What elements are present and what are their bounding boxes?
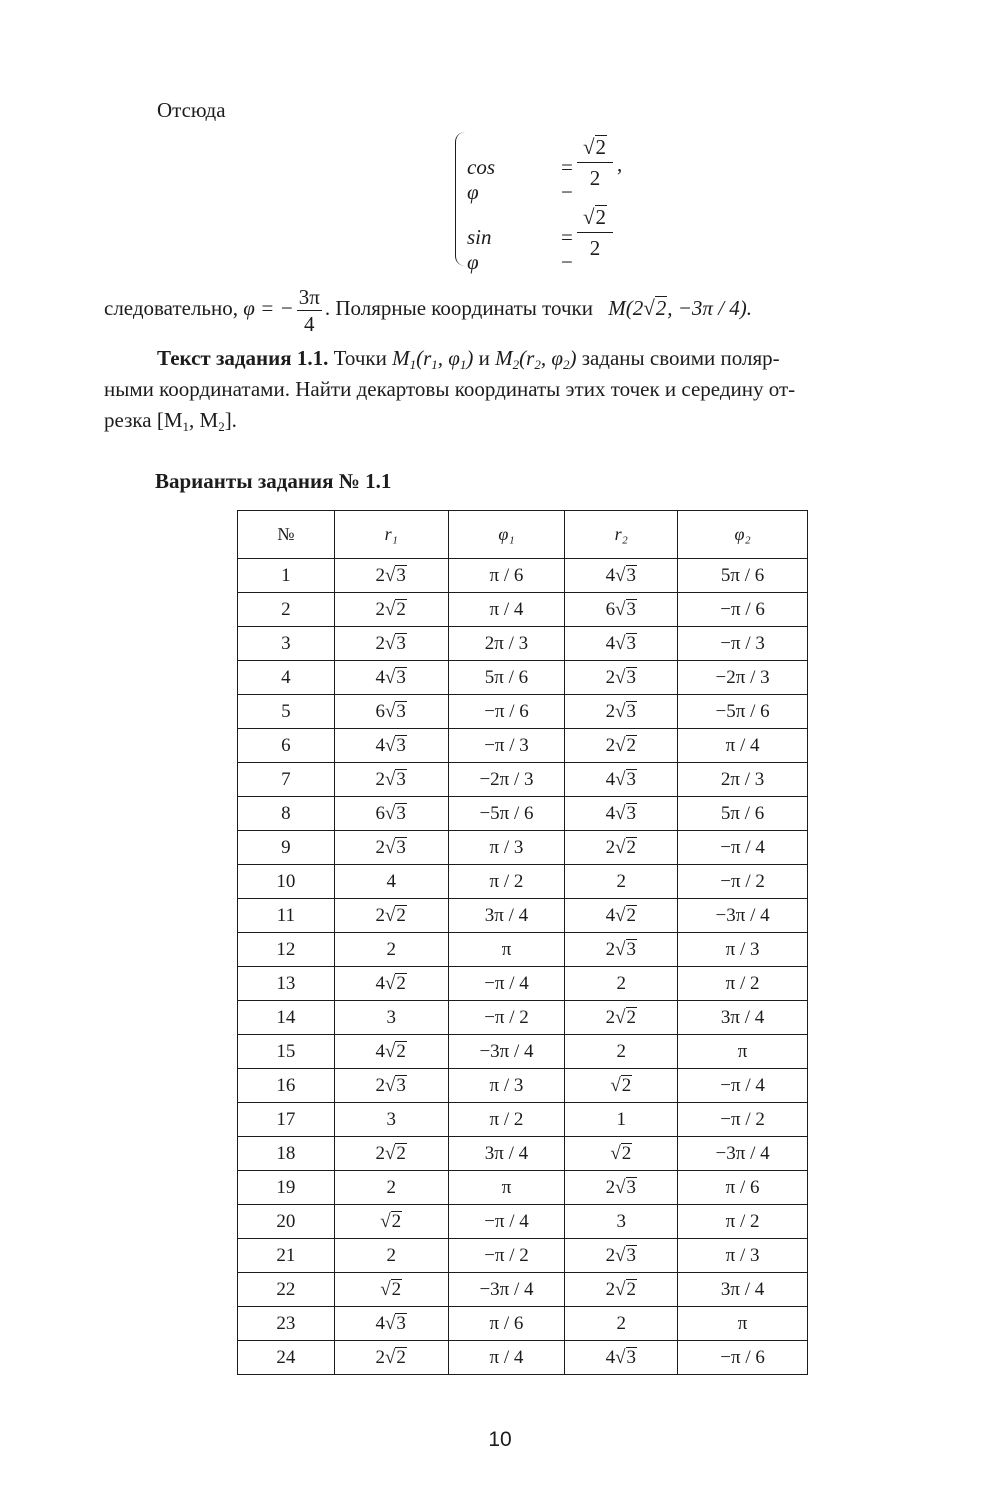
cell-number: 11 [238,899,335,933]
cell-r2: 4√3 [565,763,678,797]
table-row [238,729,808,763]
cell-phi2: −π / 6 [678,1341,808,1375]
cell-phi1: 3π / 4 [448,899,565,933]
task-title: Текст задания 1.1. [157,346,329,370]
sin-fraction [577,202,613,261]
header-r1: r₁ [334,511,448,559]
cell-r1: 2 [334,933,448,967]
table-row [238,1171,808,1205]
cell-number: 12 [238,933,335,967]
cell-phi2: π / 2 [678,1205,808,1239]
cell-phi2: −3π / 4 [678,899,808,933]
cell-r2: 4√3 [565,627,678,661]
cell-phi2: 5π / 6 [678,797,808,831]
table-row [238,1341,808,1375]
intro-word: Отсюда [157,98,226,122]
table-row [238,933,808,967]
table-row [238,797,808,831]
cell-number: 10 [238,865,335,899]
system-brace [455,132,465,266]
header-r2: r₂ [565,511,678,559]
cell-number: 23 [238,1307,335,1341]
conclusion-prefix: следовательно, [104,296,238,320]
table-row [238,831,808,865]
cell-r2: 3 [565,1205,678,1239]
cell-phi1: π / 2 [448,865,565,899]
cell-phi2: π / 3 [678,933,808,967]
cell-r1: 3 [334,1001,448,1035]
cell-r2: 4√3 [565,1341,678,1375]
cell-r2: 2 [565,865,678,899]
cos-equals: = − [561,155,573,204]
cell-r2: 1 [565,1103,678,1137]
cell-r1: 2√2 [334,593,448,627]
header-phi2: φ₂ [678,511,808,559]
cos-denominator: 2 [589,166,601,190]
task-line-1: Текст задания 1.1. Точки $M_1(r_1$, $\varphi_1$) и $M_2(r_2$, $\varphi_2$) заданы своими поляр- [157,346,780,372]
cell-phi2: π / 2 [678,967,808,1001]
cos-sqrt: √2 [582,135,607,159]
cell-phi2: π / 3 [678,1239,808,1273]
page-number: 10 [488,1428,512,1451]
cell-phi2: 3π / 4 [678,1001,808,1035]
cell-number: 18 [238,1137,335,1171]
cell-phi1: 3π / 4 [448,1137,565,1171]
point-m: M(2 [608,296,644,320]
cell-r1: 4√3 [334,1307,448,1341]
cell-r1: 2√3 [334,559,448,593]
cell-r1: √2 [334,1205,448,1239]
cell-phi1: −3π / 4 [448,1035,565,1069]
cell-r1: 2√3 [334,627,448,661]
cell-phi2: −π / 2 [678,865,808,899]
sin-equals: = − [561,225,573,274]
cell-r2: 2√3 [565,661,678,695]
cell-number: 5 [238,695,335,729]
cell-r2: 2 [565,1035,678,1069]
cell-phi1: π / 6 [448,1307,565,1341]
cell-phi2: −π / 4 [678,1069,808,1103]
cell-r2: 2√3 [565,1239,678,1273]
table-row [238,1103,808,1137]
table-row [238,1273,808,1307]
task-line-3: резка [$M_1$, $M_2$]. [104,408,237,434]
cell-number: 16 [238,1069,335,1103]
cell-number: 3 [238,627,335,661]
sin-sqrt: √2 [582,205,607,229]
cell-phi2: π / 4 [678,729,808,763]
conclusion-line [104,280,752,337]
task-line-2: ными координатами. Найти декартовы координаты этих точек и середину от- [104,377,796,401]
cell-r2: 2√3 [565,933,678,967]
table-row [238,763,808,797]
cell-phi2: −5π / 6 [678,695,808,729]
cell-r2: 4√2 [565,899,678,933]
cell-phi1: π / 6 [448,559,565,593]
cell-r2: √2 [565,1069,678,1103]
cell-phi1: −π / 4 [448,1205,565,1239]
cell-r2: 2 [565,1307,678,1341]
cell-r1: √2 [334,1273,448,1307]
phi-equals: φ = − [243,296,294,320]
cell-r2: 6√3 [565,593,678,627]
cell-number: 17 [238,1103,335,1137]
cell-number: 6 [238,729,335,763]
cell-number: 1 [238,559,335,593]
equation-system [455,128,655,274]
cell-r1: 2√2 [334,1137,448,1171]
cell-number: 7 [238,763,335,797]
table-row [238,899,808,933]
table-row [238,1205,808,1239]
cell-phi1: −π / 2 [448,1001,565,1035]
cell-r1: 6√3 [334,695,448,729]
cell-number: 22 [238,1273,335,1307]
cell-phi2: π / 6 [678,1171,808,1205]
cell-phi1: −2π / 3 [448,763,565,797]
cell-number: 2 [238,593,335,627]
cell-phi2: −3π / 4 [678,1137,808,1171]
cell-phi2: −π / 6 [678,593,808,627]
cell-r2: 2√3 [565,1171,678,1205]
cell-phi2: −2π / 3 [678,661,808,695]
cell-r2: 2√2 [565,1001,678,1035]
table-row [238,1239,808,1273]
table-row [238,1035,808,1069]
variants-table [237,510,808,1375]
table-row [238,1307,808,1341]
cell-phi1: −3π / 4 [448,1273,565,1307]
table-row [238,1069,808,1103]
cell-phi1: π / 3 [448,831,565,865]
cell-r1: 2 [334,1239,448,1273]
cell-r1: 6√3 [334,797,448,831]
cos-fraction [577,132,613,191]
table-row [238,627,808,661]
cell-r1: 2√2 [334,899,448,933]
cell-r1: 2√3 [334,831,448,865]
cell-r1: 3 [334,1103,448,1137]
cell-r1: 4 [334,865,448,899]
cell-number: 14 [238,1001,335,1035]
cell-phi1: −π / 6 [448,695,565,729]
point-rest: , −3π / 4). [667,296,753,320]
cell-phi2: −π / 3 [678,627,808,661]
cell-r2: 4√3 [565,559,678,593]
table-row [238,1001,808,1035]
cell-phi1: π / 2 [448,1103,565,1137]
sin-denominator: 2 [589,236,601,260]
cell-r1: 4√3 [334,729,448,763]
cell-number: 19 [238,1171,335,1205]
table-header-row [238,511,808,559]
table-row [238,593,808,627]
cell-r2: 2 [565,967,678,1001]
cell-phi2: −π / 2 [678,1103,808,1137]
cell-phi1: −5π / 6 [448,797,565,831]
cell-r1: 4√2 [334,1035,448,1069]
cell-r2: √2 [565,1137,678,1171]
cell-number: 9 [238,831,335,865]
cell-r1: 2 [334,1171,448,1205]
cell-number: 21 [238,1239,335,1273]
cell-r1: 4√2 [334,967,448,1001]
cell-number: 24 [238,1341,335,1375]
phi-fraction: $\frac{3\pi}{4}$ [298,284,320,336]
cell-phi1: π / 4 [448,1341,565,1375]
cell-number: 4 [238,661,335,695]
table-row [238,1137,808,1171]
table-row [238,559,808,593]
cell-phi1: −π / 3 [448,729,565,763]
cell-phi1: 2π / 3 [448,627,565,661]
cell-phi2: π [678,1035,808,1069]
header-number: № [238,511,335,559]
cell-r1: 2√3 [334,1069,448,1103]
cell-phi2: π [678,1307,808,1341]
table-body [238,559,808,1375]
cell-phi1: −π / 4 [448,967,565,1001]
sin-lhs: sin φ [467,225,492,274]
cell-phi2: 2π / 3 [678,763,808,797]
cell-r2: 2√3 [565,695,678,729]
table-row [238,967,808,1001]
cell-r2: 2√2 [565,831,678,865]
cell-number: 13 [238,967,335,1001]
cell-number: 15 [238,1035,335,1069]
cell-phi2: −π / 4 [678,831,808,865]
cell-phi1: π [448,933,565,967]
cos-comma: , [617,152,623,176]
cell-phi1: π / 4 [448,593,565,627]
conclusion-middle: . Полярные координаты точки [324,296,593,320]
cell-r1: 2√3 [334,763,448,797]
cell-r2: 2√2 [565,729,678,763]
variants-heading: Варианты задания № 1.1 [155,469,392,493]
cell-phi1: 5π / 6 [448,661,565,695]
point-sqrt: √2 [643,296,667,320]
cell-phi1: π / 3 [448,1069,565,1103]
table-row [238,661,808,695]
cell-r2: 4√3 [565,797,678,831]
table-row [238,695,808,729]
cos-lhs: cos φ [467,155,495,204]
cell-phi1: −π / 2 [448,1239,565,1273]
cell-r2: 2√2 [565,1273,678,1307]
cell-phi1: π [448,1171,565,1205]
cell-phi2: 3π / 4 [678,1273,808,1307]
table-row [238,865,808,899]
cell-r1: 4√3 [334,661,448,695]
cell-number: 20 [238,1205,335,1239]
cell-phi2: 5π / 6 [678,559,808,593]
cell-r1: 2√2 [334,1341,448,1375]
cell-number: 8 [238,797,335,831]
header-phi1: φ₁ [448,511,565,559]
